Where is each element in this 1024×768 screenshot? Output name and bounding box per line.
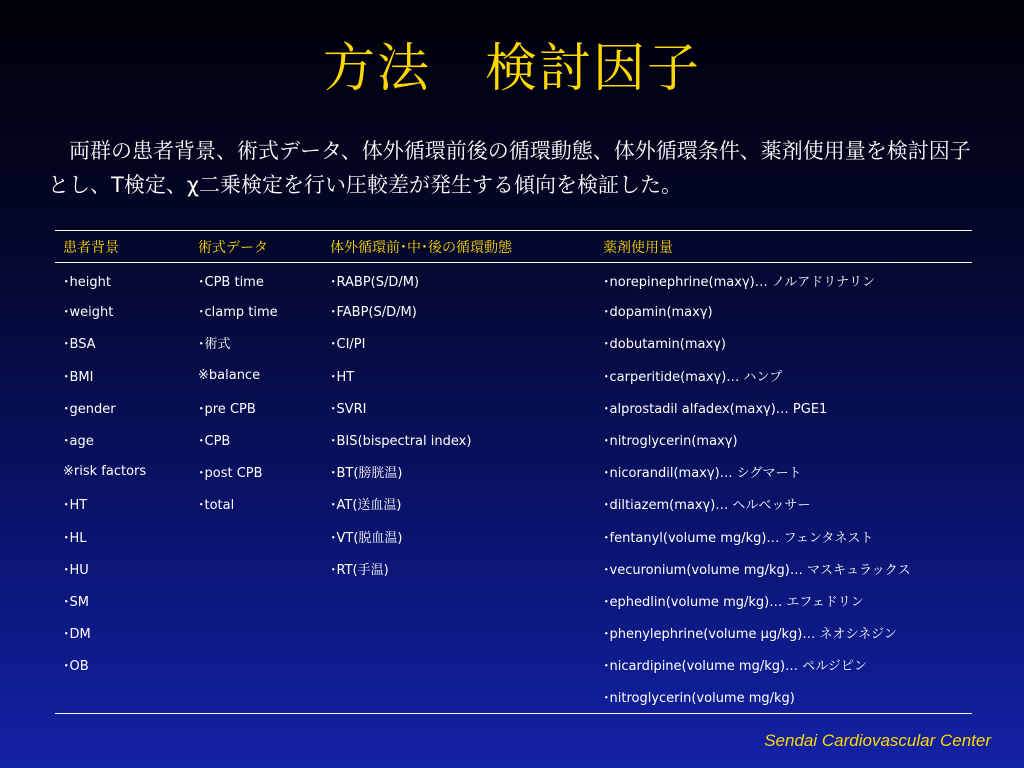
hemodynamics-cell: ･CI/PI [330, 337, 366, 353]
drug-dosage-cell: ･carperitide(maxγ)… ハンプ [603, 369, 783, 385]
patient-background-cell: ･BMI [63, 369, 94, 385]
surgical-data-cell [190, 520, 322, 552]
drug-dosage-cell: ･fentanyl(volume mg/kg)… フェンタネスト [603, 530, 874, 546]
drug-dosage-cell: ･nicorandil(maxγ)… シグマート [603, 466, 802, 482]
table-row [55, 520, 972, 552]
hemodynamics-cell: ･SVRI [330, 401, 367, 417]
surgical-data-cell [190, 552, 322, 584]
slide-title: 方法 検討因子 [322, 39, 701, 99]
table-row [55, 295, 972, 327]
patient-background-cell: ･weight [63, 305, 114, 321]
hemodynamics-cell: ･FABP(S/D/M) [330, 305, 417, 321]
patient-background-cell: ･gender [63, 401, 116, 417]
hemodynamics-cell: ･VT(脱血温) [330, 530, 403, 546]
drug-dosage-cell: ･nitroglycerin(maxγ) [603, 434, 738, 450]
table-row [55, 359, 972, 391]
drug-dosage-cell: ･ephedlin(volume mg/kg)… エフェドリン [603, 594, 864, 610]
surgical-data-cell [190, 617, 322, 649]
hemodynamics-cell [322, 584, 595, 616]
surgical-data-cell: ･pre CPB [198, 401, 256, 417]
hemodynamics-cell [322, 649, 595, 681]
drug-dosage-cell: ･dopamin(maxγ) [603, 305, 713, 321]
table-header-row [55, 231, 972, 263]
patient-background-cell [55, 681, 190, 713]
table-row [55, 649, 972, 681]
hemodynamics-cell: ･BIS(bispectral index) [330, 434, 472, 450]
patient-background-cell: ･OB [63, 659, 89, 675]
drug-dosage-cell: ･dobutamin(maxγ) [603, 337, 726, 353]
table-row [55, 681, 972, 713]
header-surgical-data: 術式データ [190, 231, 322, 263]
drug-dosage-cell: ･vecuronium(volume mg/kg)… マスキュラックス [603, 562, 911, 578]
patient-background-cell: ･HT [63, 498, 88, 514]
drug-dosage-cell: ･phenylephrine(volume μg/kg)… ネオシネジン [603, 627, 897, 643]
surgical-data-cell: ･CPB time [198, 275, 264, 291]
patient-background-cell: ･age [63, 434, 94, 450]
surgical-data-cell: ･CPB [198, 434, 231, 450]
patient-background-cell: ･BSA [63, 337, 96, 353]
header-drug-dosage: 薬剤使用量 [595, 231, 972, 263]
drug-dosage-cell: ･diltiazem(maxγ)… ヘルベッサー [603, 498, 811, 514]
hemodynamics-cell: ･HT [330, 369, 355, 385]
table-row [55, 552, 972, 584]
header-patient-background: 患者背景 [55, 231, 190, 263]
patient-background-cell: ･SM [63, 594, 89, 610]
footer-institution: Sendai Cardiovascular Center [764, 731, 991, 750]
hemodynamics-cell: ･RABP(S/D/M) [330, 275, 420, 291]
surgical-data-cell: ･clamp time [198, 305, 278, 321]
surgical-data-cell [190, 681, 322, 713]
patient-background-cell: ･height [63, 275, 111, 291]
intro-paragraph: 両群の患者背景、術式データ、体外循環前後の循環動態、体外循環条件、薬剤使用量を検討因子とし、T検定、χ二乗検定を行い圧較差が発生する傾向を検証した。 [48, 139, 971, 197]
table-row [55, 263, 972, 295]
table-row [55, 584, 972, 616]
patient-background-cell: ･HL [63, 530, 87, 546]
table-row [55, 488, 972, 520]
drug-dosage-cell: ･norepinephrine(maxγ)… ノルアドリナリン [603, 275, 876, 291]
factors-table [55, 230, 972, 714]
table-row [55, 456, 972, 488]
table-body [55, 263, 972, 714]
table-row [55, 617, 972, 649]
drug-dosage-cell: ･alprostadil alfadex(maxγ)… PGE1 [603, 401, 828, 417]
header-hemodynamics: 体外循環前･中･後の循環動態 [322, 231, 595, 263]
patient-background-cell: ･DM [63, 627, 91, 643]
surgical-data-cell [190, 584, 322, 616]
surgical-data-cell: ※balance [198, 367, 261, 383]
hemodynamics-cell [322, 681, 595, 713]
hemodynamics-cell: ･BT(膀胱温) [330, 466, 403, 482]
surgical-data-cell: ･total [198, 498, 235, 514]
table-row [55, 327, 972, 359]
table-row [55, 423, 972, 455]
hemodynamics-cell [322, 617, 595, 649]
surgical-data-cell: ･術式 [198, 337, 231, 353]
surgical-data-cell: ･post CPB [198, 466, 263, 482]
drug-dosage-cell: ･nitroglycerin(volume mg/kg) [595, 681, 972, 713]
patient-background-cell: ※risk factors [63, 464, 147, 480]
surgical-data-cell [190, 649, 322, 681]
drug-dosage-cell: ･nicardipine(volume mg/kg)… ペルジピン [603, 659, 867, 675]
patient-background-cell: ･HU [63, 562, 89, 578]
hemodynamics-cell: ･RT(手温) [330, 562, 389, 578]
hemodynamics-cell: ･AT(送血温) [330, 498, 402, 514]
table-row [55, 391, 972, 423]
